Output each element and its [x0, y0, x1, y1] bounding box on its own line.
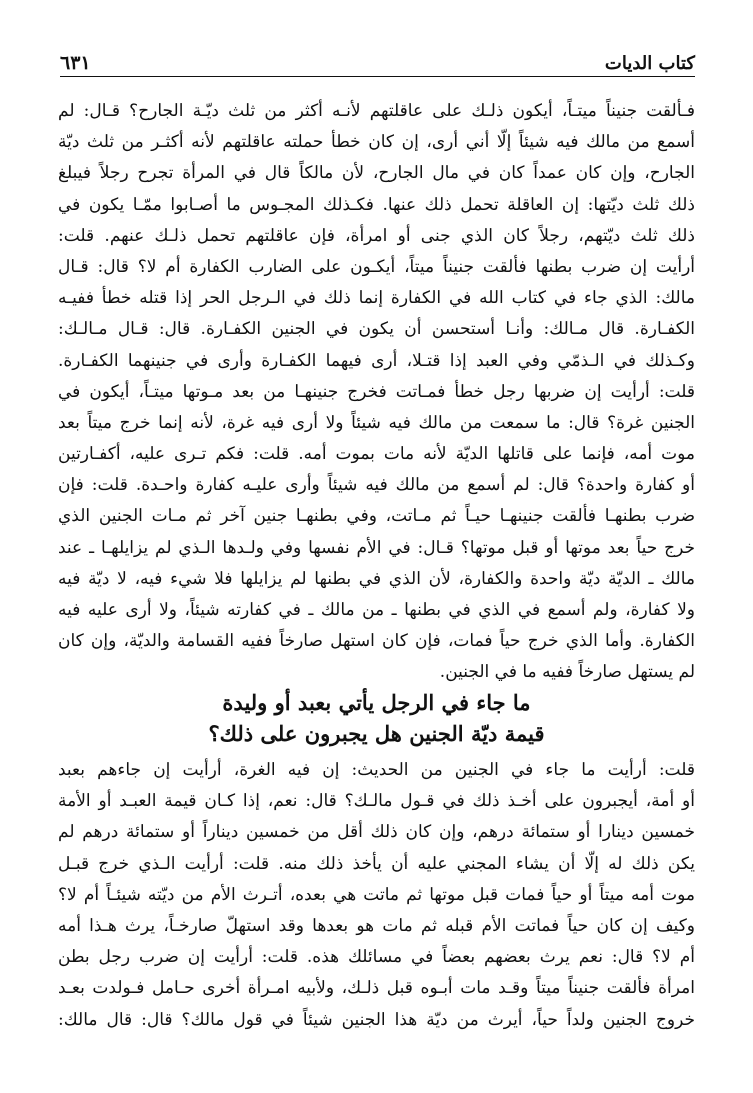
running-title: كتاب الديات [604, 53, 695, 74]
text-line: الجنين غرة؟ قال: ما سمعت من مالك فيه شيئاً ولا أرى فيه غرة، لأنه إنما خرج ميتاً بعد [58, 412, 695, 433]
text-line-last: لم يستهل صارخاً ففيه ما في الجنين. [439, 662, 695, 683]
text-line: قلت: أرأيت ما جاء في الجنين من الحديث: إن فيه الغرة، أرأيت إن جاءهم بعبد [58, 760, 695, 780]
page-number: ٦٣١ [60, 52, 91, 74]
text-line: خروج الجنين ولداً حياً، أيرث من ديّة هذا الجنين شيئاً في قول مالك؟ قال: قال مالك: [58, 1009, 695, 1030]
text-line: امرأة فألقت جنيناً ميتاً وقـد مات أبـوه قبل ذلـك، ولأبيه امـرأة أخرى حـامل فـولدت بعـد [58, 978, 695, 999]
text-line: ذلك ثلث ديّتها: إن العاقلة تحمل ذلك عنها. فكـذلك المجـوس ما أصـابوا ممّـا يكون في [58, 194, 695, 215]
text-line: ضرب بطنهـا فألقت جنينهـا حيـاً ثم مـاتت، وفي بطنهـا جنين آخر ثم مـات الجنين الذي [58, 506, 695, 527]
text-line: موت أمه، فإنما على قاتلها الديّة لأنه مات بموت أمه. قلت: فكم تـرى عليه، أكفـارتين [58, 444, 695, 465]
text-line: موت أمه ميتاً أو حياً فمات قبل موتها ثم ماتت هي بعده، أتـرث الأم من ديّته شيئـاً أم لا؟ [58, 884, 695, 905]
chapter-heading-line-2: قيمة ديّة الجنين هل يجبرون على ذلك؟ [208, 721, 545, 746]
text-line: مالك ـ الديّة ديّة واحدة والكفارة، لأن الذي في بطنها لم يزايلها فلا شيء فيه، لا ديّة فيه [58, 568, 695, 589]
text-line: وكـذلك في الـذمّي وفي العبد إذا قتـلا، أرى فيهما الكفـارة وأرى في جنينهما الكفـارة. [58, 350, 695, 371]
body-text-section-2 [58, 755, 695, 1036]
text-line: ذلك ثلث ديّتهم، رجلاً كان الذي جنى أو امرأة، فإن عاقلتهم تحمل ذلـك عنهم. قلت: [58, 225, 695, 246]
text-line: أرأيت إن ضرب بطنها فألقت جنيناً ميتاً، أيكـون على الضارب الكفارة أم لا؟ قال: قـال [58, 256, 695, 277]
text-line: أم لا؟ قال: نعم يرث بعضهم بعضاً في مسائلك هذه. قلت: أرأيت إن ضرب رجل بطن [58, 947, 695, 968]
body-text-section-1 [58, 96, 695, 689]
text-line: يكن ذلك له إلّا أن يشاء المجني عليه أن يأخذ ذلك منه. قلت: أرأيت الـذي خرج قبـل [58, 853, 695, 874]
text-line: أسمع من مالك فيه شيئاً إلّا أني أرى، إن كان خطأ حملته عاقلتهم لأنه أكثـر من ثلث ديّة [58, 132, 695, 153]
text-line: أو أمة، أيجبرون على أخـذ ذلك في قـول مالـك؟ قال: نعم، إذا كـان قيمة العبـد أو الأمة [58, 791, 695, 812]
page-header [60, 50, 695, 77]
text-line: الكفـارة. قال مـالك: وأنـا أستحسن أن يكون في الجنين الكفـارة. قال: قـال مـالـك: [58, 319, 695, 340]
text-line: فـألقت جنيناً ميتـاً، أيكون ذلـك على عاقلتهم لأنـه أكثر من ثلث ديّـة الجارح؟ قـال: لم [58, 101, 695, 121]
text-line: وكيف إن كان حياً فماتت الأم قبله ثم مات هو بعدها وقد استهلّ صارخـاً، يرث هـذا أمه [58, 915, 695, 936]
text-line: ولا كفارة، ولم أسمع في الذي في بطنها ـ من مالك ـ في كفارته شيئاً، ولا أرى عليه فيه [58, 600, 695, 620]
text-line: أو كفارة واحدة؟ قال: لم أسمع من مالك فيه شيئاً وأرى عليـه كفارة واحـدة. قلت: فإن [58, 475, 695, 496]
text-line: خرج حياً بعد موتها أو قبل موتها؟ قـال: في الأم نفسها وفي ولـدها الـذي لم يزايلهـا ـ عند [58, 537, 695, 558]
text-line: خمسين دينارا أو ستمائة درهم، وإن كان ذلك أقل من خمسين ديناراً أو ستمائة درهم لم [58, 822, 695, 843]
text-line: مالك: الذي جاء في كتاب الله في الكفارة إنما ذلك في الـرجل الحر إذا قتله خطأ ففيـه [58, 288, 695, 309]
chapter-heading-line-1: ما جاء في الرجل يأتي بعبد أو وليدة [222, 690, 531, 715]
text-line: الجارح، وإن كان عمداً كان في مال الجارح، لأن مالكاً قال في المرأة تجرح رجلاً فيبلغ [58, 163, 695, 184]
text-line: قلت: أرأيت إن ضربها رجل خطأ فمـاتت فخرج جنينهـا من بعد مـوتها ميتـاً، أيكون في [58, 381, 695, 402]
text-line: الكفارة. وأما الذي خرج حياً فمات، فإن كان استهل صارخاً ففيه القسامة والديّة، وإن كان [58, 631, 695, 652]
